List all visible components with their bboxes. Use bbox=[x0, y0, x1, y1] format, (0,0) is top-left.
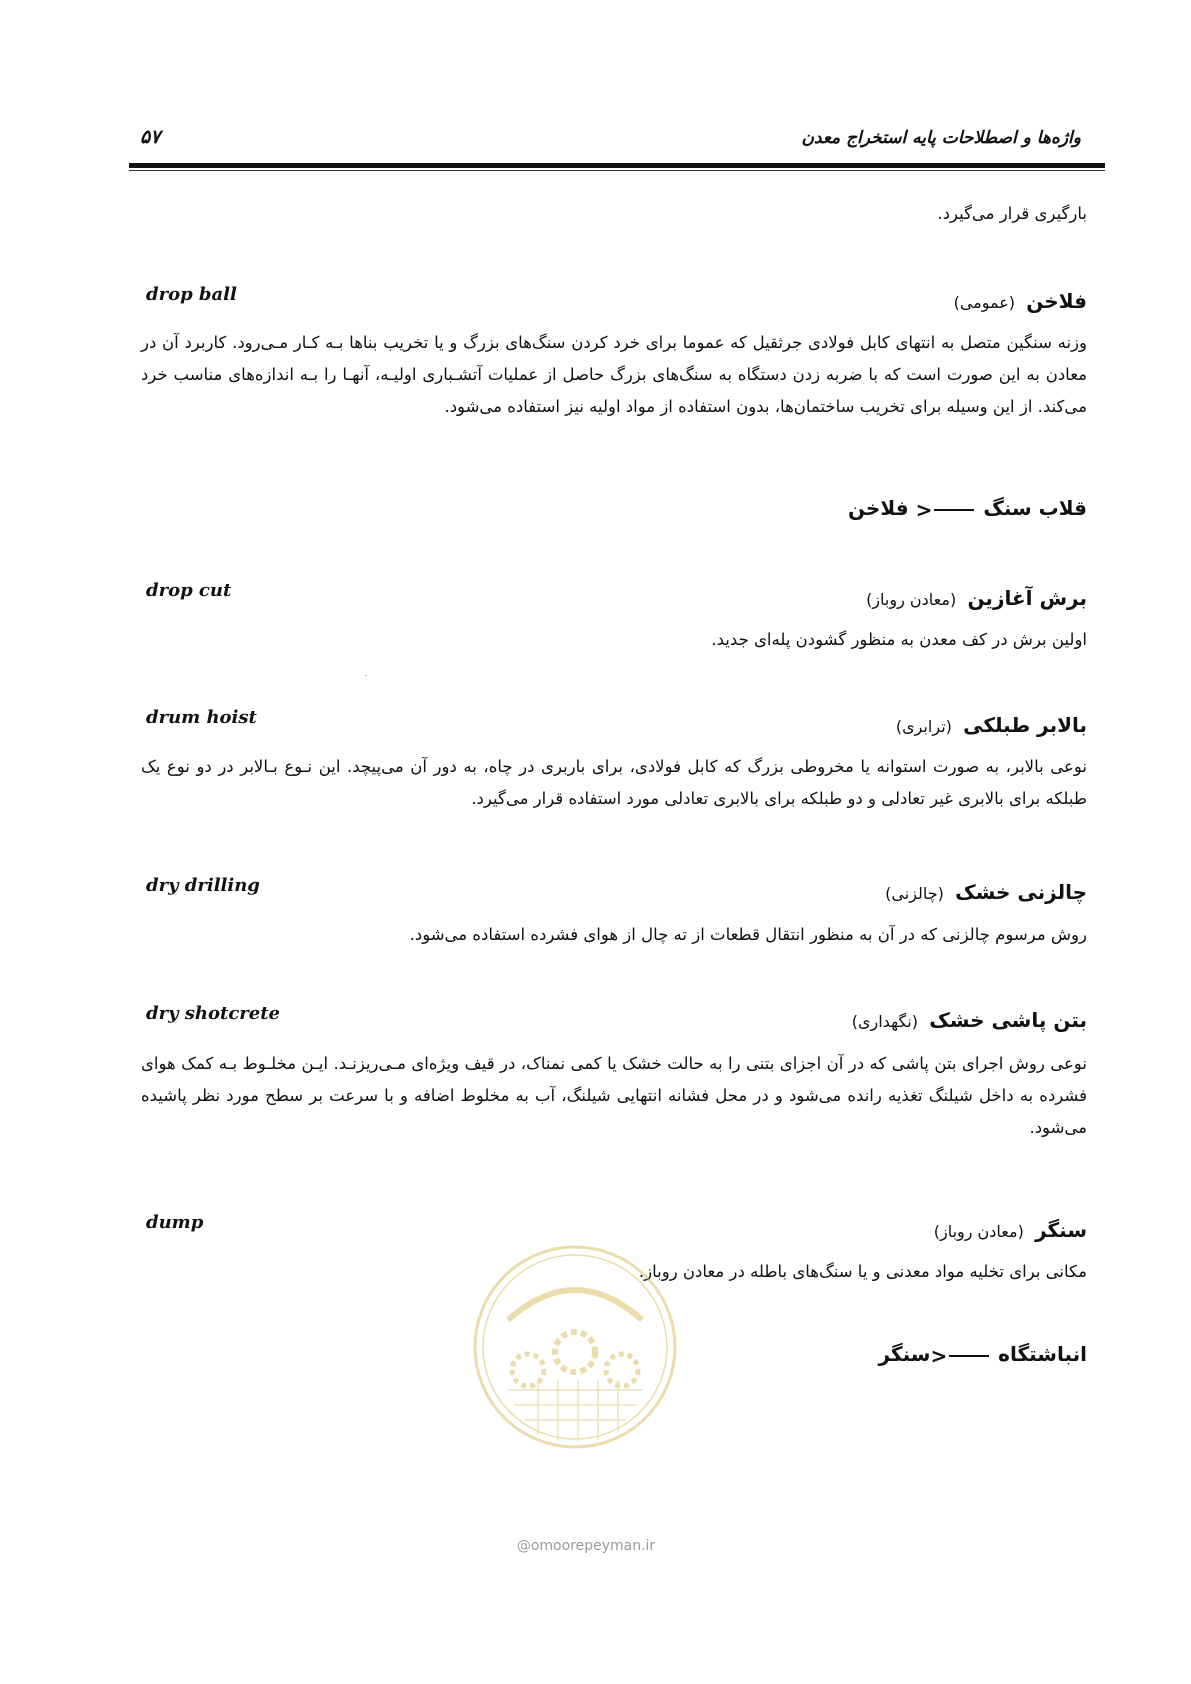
entry-english-dry-shotcrete: dry shotcrete bbox=[146, 1003, 280, 1024]
term-category: (نگهداری) bbox=[851, 1012, 918, 1031]
entry-definition-drop-cut: اولین برش در کف معدن به منظور گشودن پله‌ای جدید. bbox=[711, 630, 1087, 649]
entry-definition-dry-shotcrete: نوعی روش اجرای بتن پاشی که در آن اجزای بتنی را به حالت خشک یا کمی نمناک، در قیف ویژه‌ای مـی‌ریزنـد. ایـن مخلـوط بـه کمک هوای فشرده به داخل شیلنگ تغذیه رانده می‌شود و در محل فشانه انتهایی شیلنگ، آب به مخلوط اضافه و با سرعت بر سطح مورد نظر پاشیده می‌شود. bbox=[141, 1054, 1087, 1137]
entry-term-drum-hoist bbox=[896, 709, 1087, 743]
xref-to: فلاخن bbox=[847, 496, 909, 520]
term-category: (معادن روباز) bbox=[933, 1222, 1024, 1241]
xref-to: سنگر bbox=[878, 1342, 931, 1366]
term-category: (ترابری) bbox=[895, 717, 952, 736]
entry-english-drop-cut: drop cut bbox=[146, 580, 232, 601]
term-label: چالزنی خشک bbox=[955, 880, 1087, 904]
cross-reference-2 bbox=[879, 1338, 1087, 1372]
entry-definition-drum-hoist: نوعی بالابر، به صورت استوانه یا مخروطی بزرگ که کابل فولادی، برای باربری در چاه، به دور آن می‌پیچد. این نـوع بـالابر در دو نوع یک طبلکه برای بالابری غیر تعادلی و دو طبلکه برای بالابری تعادلی مورد استفاده قرار می‌گیرد. bbox=[141, 757, 1087, 808]
entry-term-dump bbox=[934, 1214, 1087, 1248]
arrow-line bbox=[934, 509, 974, 511]
page-number: ۵۷ bbox=[140, 126, 161, 148]
term-label: بالابر طبلکی bbox=[963, 713, 1087, 737]
continuation-line: بارگیری قرار می‌گیرد. bbox=[937, 204, 1087, 223]
term-label: سنگر bbox=[1035, 1218, 1087, 1242]
running-header-title: واژه‌ها و اصطلاحات پایه استخراج معدن bbox=[801, 128, 1081, 148]
entry-english-drum-hoist: drum hoist bbox=[146, 707, 257, 728]
header-rule-thin bbox=[129, 170, 1105, 171]
header-rule-thick bbox=[129, 163, 1105, 168]
watermark-seal-icon bbox=[468, 1240, 682, 1454]
term-label: بتن پاشی خشک bbox=[929, 1008, 1087, 1032]
term-category: (عمومی) bbox=[953, 293, 1016, 312]
entry-term-drop-ball bbox=[954, 285, 1087, 319]
entry-term-dry-shotcrete bbox=[852, 1004, 1087, 1038]
stray-mark bbox=[365, 675, 367, 676]
left-arrow-icon: < bbox=[930, 1343, 948, 1368]
entry-definition-drop-ball: وزنه سنگین متصل به انتهای کابل فولادی جرثقیل که عموما برای خرد کردن سنگ‌های بزرگ و یا تخریب بناها بـه کـار مـی‌رود. کاربرد آن در معادن به این صورت است که با ضربه زدن دستگاه به سنگ‌های بزرگ حاصل از عملیات آتشـباری اولیـه، آنهـا را بـه اندازه‌های مناسب خرد می‌کند. از این وسیله برای تخریب ساختمان‌ها، بدون استفاده از مواد اولیه نیز استفاده می‌شود. bbox=[141, 333, 1087, 416]
left-arrow-icon: < bbox=[915, 497, 933, 522]
entry-english-dump: dump bbox=[146, 1212, 204, 1233]
entry-term-dry-drilling bbox=[885, 876, 1087, 910]
xref-from: انباشتگاه bbox=[998, 1342, 1087, 1366]
term-label: برش آغازین bbox=[967, 586, 1087, 610]
xref-from: قلاب سنگ bbox=[983, 496, 1087, 520]
entry-term-drop-cut bbox=[866, 582, 1087, 616]
arrow-line bbox=[949, 1355, 989, 1357]
term-category: (معادن روباز) bbox=[866, 590, 957, 609]
cross-reference-1 bbox=[848, 492, 1087, 526]
term-label: فلاخن bbox=[1026, 289, 1087, 313]
entry-english-dry-drilling: dry drilling bbox=[146, 875, 260, 896]
entry-definition-dump: مکانی برای تخلیه مواد معدنی و یا سنگ‌های باطله در معادن روباز. bbox=[638, 1262, 1087, 1281]
watermark-url: @omoorepeyman.ir bbox=[516, 1538, 656, 1554]
entry-english-drop-ball: drop ball bbox=[146, 284, 237, 305]
term-category: (چالزنی) bbox=[885, 884, 944, 903]
entry-definition-dry-drilling: روش مرسوم چالزنی که در آن به منظور انتقال قطعات از ته چال از هوای فشرده استفاده می‌شود. bbox=[409, 925, 1087, 944]
